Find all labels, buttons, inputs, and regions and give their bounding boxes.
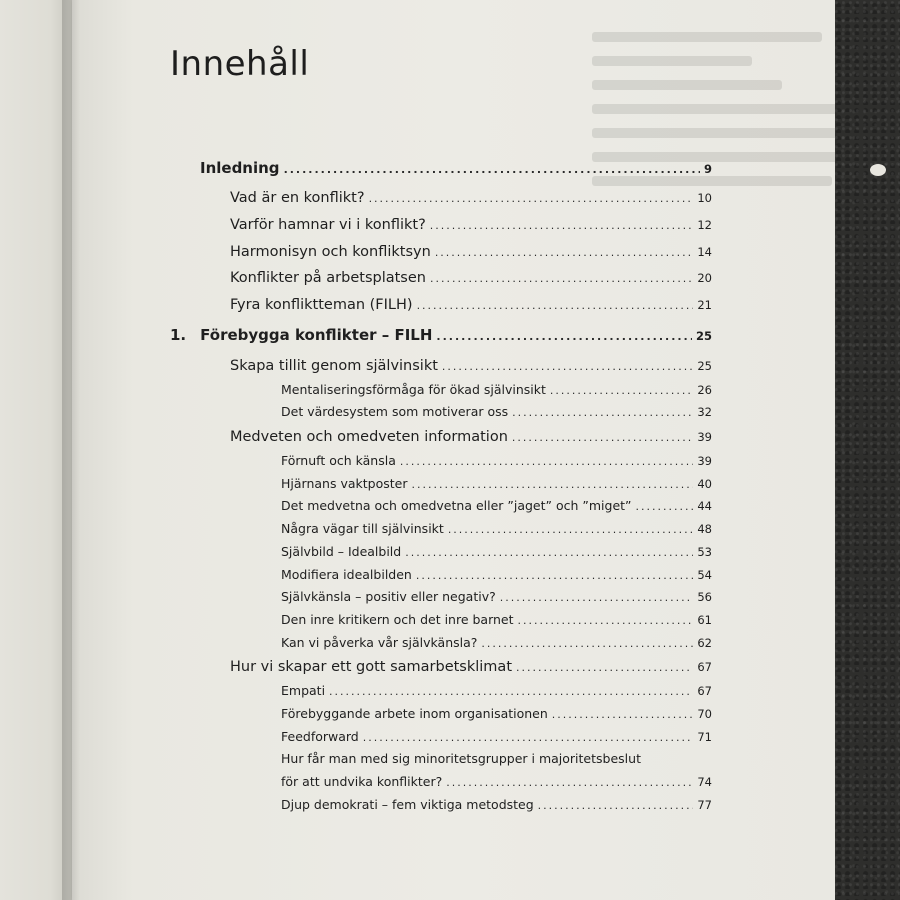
toc-entry-multiline-second[interactable] <box>281 774 712 789</box>
toc-entry[interactable] <box>230 244 712 260</box>
toc-entry-inledning[interactable] <box>200 159 712 177</box>
toc-label: Fyra konfliktteman (FILH) <box>230 297 413 313</box>
toc-label: Det värdesystem som motiverar oss <box>281 404 509 419</box>
toc-label: för att undvika konflikter? <box>281 774 443 789</box>
toc-page-number: 48 <box>697 522 712 536</box>
toc-page-number: 12 <box>697 218 712 232</box>
toc-page-number: 25 <box>695 329 712 343</box>
toc-entry[interactable] <box>281 797 712 812</box>
toc-page-number: 21 <box>697 298 712 312</box>
toc-page-number: 53 <box>697 545 712 559</box>
toc-label: Hur vi skapar ett gott samarbetsklimat <box>230 659 513 675</box>
toc-entry[interactable] <box>281 567 712 582</box>
dot-leader <box>550 384 693 397</box>
toc-label: Hjärnans vaktposter <box>281 476 408 491</box>
toc-page-number: 62 <box>697 636 712 650</box>
toc-label: Självbild – Idealbild <box>281 544 402 559</box>
toc-entry[interactable] <box>281 498 712 513</box>
toc-label: Mentaliseringsförmåga för ökad självinsikt <box>281 382 546 397</box>
toc-label: Några vägar till självinsikt <box>281 521 444 536</box>
dot-leader <box>411 478 693 491</box>
toc-label: Den inre kritikern och det inre barnet <box>281 612 514 627</box>
dot-leader <box>512 431 693 444</box>
toc-page-number: 20 <box>697 271 712 285</box>
dot-leader <box>636 500 694 513</box>
toc-label: Feedforward <box>281 729 359 744</box>
toc-entry[interactable] <box>281 589 712 604</box>
dot-leader <box>538 799 694 812</box>
toc-page-number: 44 <box>697 499 712 513</box>
toc-entry-section[interactable] <box>230 429 712 445</box>
toc-entry[interactable] <box>281 404 712 419</box>
toc-page-number: 25 <box>697 359 712 373</box>
toc-entry[interactable] <box>281 544 712 559</box>
dot-leader <box>436 330 692 343</box>
toc-label: Empati <box>281 683 326 698</box>
toc-page-number: 67 <box>697 660 712 674</box>
dot-leader <box>400 455 693 468</box>
toc-entry[interactable] <box>281 635 712 650</box>
toc-label: Varför hamnar vi i konflikt? <box>230 217 426 233</box>
dot-leader <box>518 614 694 627</box>
toc-label: Djup demokrati – fem viktiga metodsteg <box>281 797 534 812</box>
dot-leader <box>552 708 694 721</box>
toc-label: Självkänsla – positiv eller negativ? <box>281 589 496 604</box>
toc-entry[interactable] <box>281 729 712 744</box>
dot-leader <box>430 219 694 232</box>
dot-leader <box>500 591 694 604</box>
dot-leader <box>435 246 694 259</box>
toc-page-number: 67 <box>697 684 712 698</box>
dot-leader <box>329 685 693 698</box>
toc-entry[interactable] <box>281 476 712 491</box>
toc-label: Vad är en konflikt? <box>230 190 365 206</box>
toc-entry[interactable] <box>281 612 712 627</box>
toc-page-number: 71 <box>697 730 712 744</box>
toc-page-number: 32 <box>697 405 712 419</box>
chapter-number: 1. <box>170 326 187 344</box>
dot-leader <box>448 523 694 536</box>
toc-page-number: 14 <box>697 245 712 259</box>
toc-entry[interactable] <box>281 521 712 536</box>
dot-leader <box>417 299 694 312</box>
toc-entry[interactable] <box>281 683 712 698</box>
toc-label: Förebyggande arbete inom organisationen <box>281 706 548 721</box>
toc-entry-chapter-1[interactable] <box>170 326 712 344</box>
toc-label: Konflikter på arbetsplatsen <box>230 270 426 286</box>
dot-leader <box>446 776 693 789</box>
toc-entry[interactable] <box>230 297 712 313</box>
dot-leader <box>369 192 694 205</box>
toc-page-number: 70 <box>697 707 712 721</box>
dot-leader <box>481 637 693 650</box>
dot-leader <box>363 731 694 744</box>
page-title: Innehåll <box>170 44 310 84</box>
toc-label: Harmonisyn och konfliktsyn <box>230 244 431 260</box>
dot-leader <box>516 661 693 674</box>
toc-label: Skapa tillit genom självinsikt <box>230 358 438 374</box>
toc-page-number: 39 <box>697 454 712 468</box>
toc-label: Förnuft och känsla <box>281 453 396 468</box>
toc-page-number: 77 <box>697 798 712 812</box>
dot-leader <box>442 360 693 373</box>
toc-entry[interactable] <box>230 270 712 286</box>
dot-leader <box>430 272 693 285</box>
toc-entry[interactable] <box>230 190 712 206</box>
toc-entry-multiline-first[interactable]: Hur får man med sig minoritetsgrupper i majoritetsbeslut <box>281 751 641 766</box>
dot-leader <box>405 546 693 559</box>
toc-entry[interactable] <box>281 706 712 721</box>
toc-label: Förebygga konflikter – FILH <box>200 326 433 344</box>
toc-label: Inledning <box>200 159 280 177</box>
toc-page-number: 9 <box>703 162 712 176</box>
toc-entry[interactable] <box>281 382 712 397</box>
toc-page-number: 10 <box>697 191 712 205</box>
toc-entry-section[interactable] <box>230 358 712 374</box>
toc-page-number: 26 <box>697 383 712 397</box>
toc-label: Det medvetna och omedvetna eller ”jaget” och ”miget” <box>281 498 632 513</box>
toc-entry[interactable] <box>281 453 712 468</box>
dot-leader <box>284 163 700 176</box>
toc-label: Medveten och omedveten information <box>230 429 508 445</box>
toc-entry-section[interactable] <box>230 659 712 675</box>
toc-page-number: 40 <box>697 477 712 491</box>
dot-leader <box>512 406 693 419</box>
toc-page-number: 54 <box>697 568 712 582</box>
toc-page-number: 61 <box>697 613 712 627</box>
toc-label: Kan vi påverka vår självkänsla? <box>281 635 478 650</box>
dot-leader <box>416 569 694 582</box>
toc-page-number: 74 <box>697 775 712 789</box>
toc-entry[interactable] <box>230 217 712 233</box>
toc-label: Modifiera idealbilden <box>281 567 412 582</box>
toc-page-number: 39 <box>697 430 712 444</box>
toc-page-number: 56 <box>697 590 712 604</box>
